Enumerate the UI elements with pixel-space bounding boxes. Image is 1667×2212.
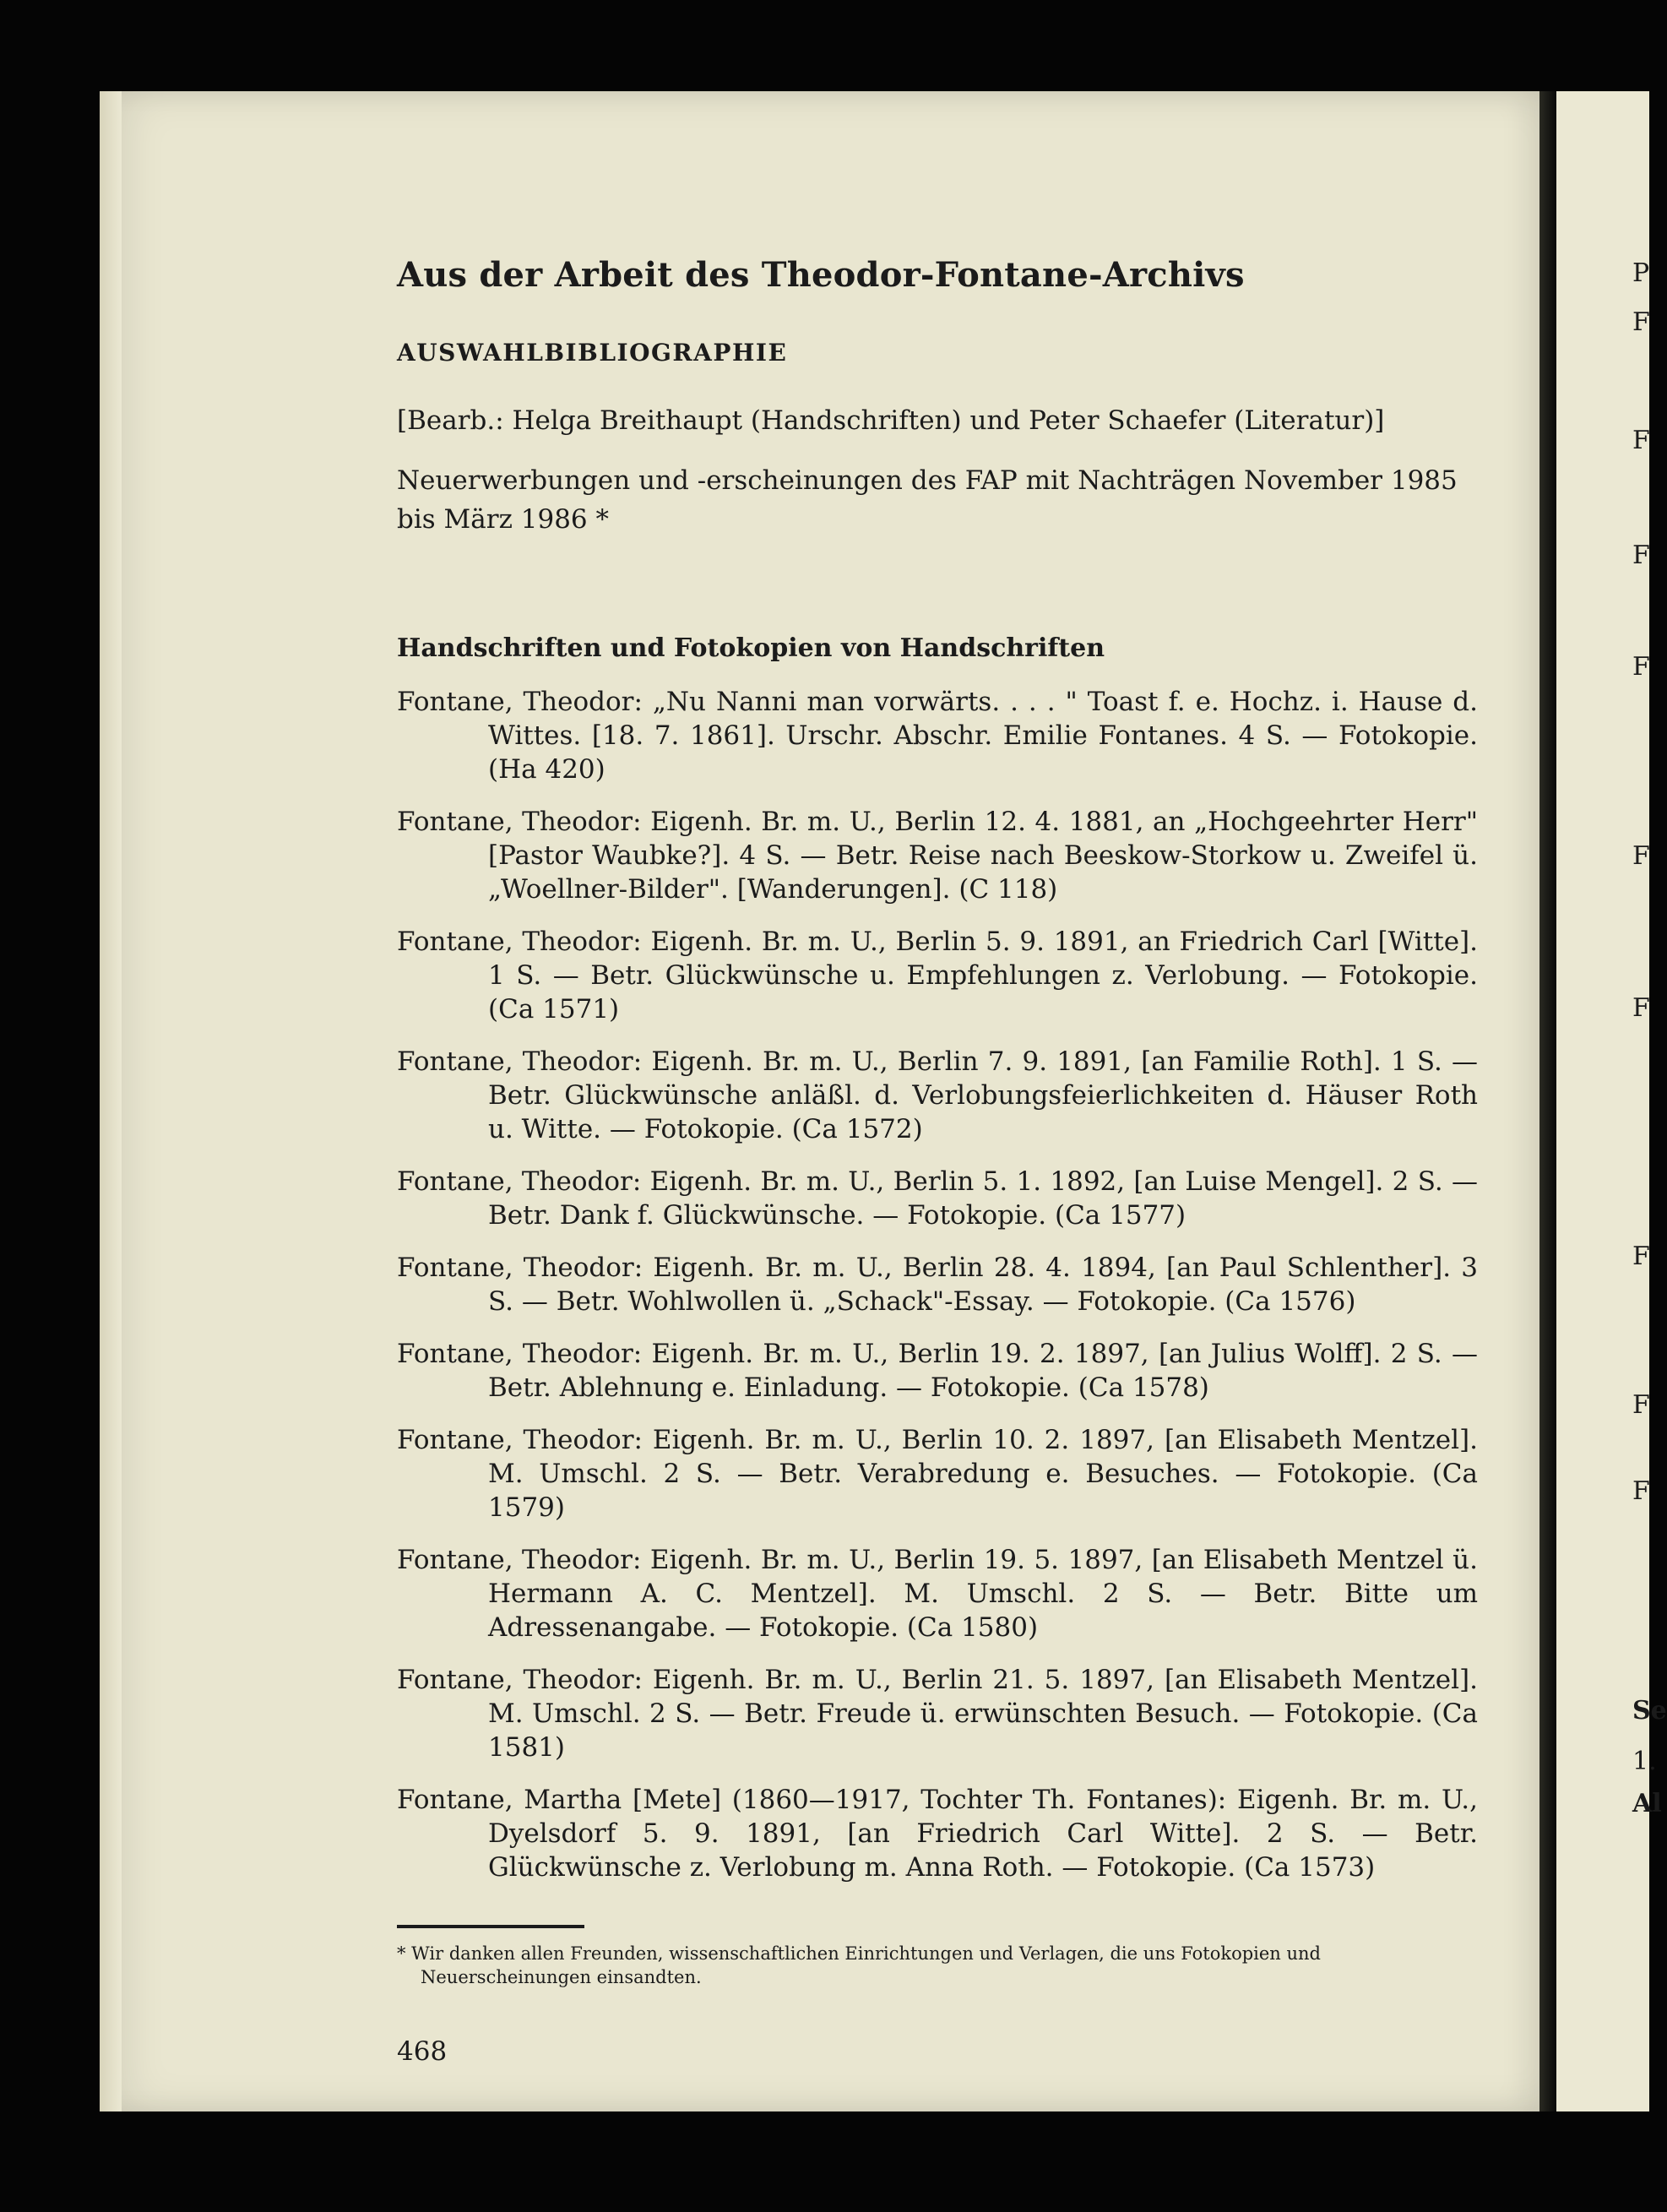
bibliography-entry: Fontane, Theodor: Eigenh. Br. m. U., Berlin 19. 2. 1897, [an Julius Wolff]. 2 S. — Betr. Ablehnung e. Einladung. — Fotokopie. (Ca 1578)	[397, 1339, 1478, 1403]
bibliography-entry: Fontane, Martha [Mete] (1860—1917, Tochter Th. Fontanes): Eigenh. Br. m. U., Dyelsdorf 5. 9. 1891, [an Friedrich Carl Witte]. 2 S. — Betr. Glückwünsche z. Verlobung m. Anna Roth. — Fotokopie. (Ca 1573)	[397, 1785, 1478, 1883]
adjacent-letter: Se	[1632, 1696, 1667, 1726]
bibliography-entry: Fontane, Theodor: Eigenh. Br. m. U., Berlin 28. 4. 1894, [an Paul Schlenther]. 3 S. — Betr. Wohlwollen ü. „Schack"-Essay. — Fotokopie. (Ca 1576)	[397, 1253, 1478, 1317]
page-edge	[100, 91, 122, 2111]
adjacent-letter: F	[1632, 652, 1650, 682]
adjacent-letter: F	[1632, 841, 1650, 871]
bibliography-entry: Fontane, Theodor: Eigenh. Br. m. U., Berlin 7. 9. 1891, [an Familie Roth]. 1 S. — Betr. Glückwünsche anläßl. d. Verlobungsfeierlichkeiten d. Häuser Roth u. Witte. — Fotokopie. (Ca 1572)	[397, 1046, 1478, 1144]
adjacent-letter: P	[1632, 258, 1650, 288]
adjacent-letter: Al	[1632, 1789, 1662, 1818]
bibliography-entry: Fontane, Theodor: Eigenh. Br. m. U., Berlin 5. 1. 1892, [an Luise Mengel]. 2 S. — Betr. Dank f. Glückwünsche. — Fotokopie. (Ca 1577)	[397, 1166, 1478, 1231]
adjacent-letter: F	[1632, 1242, 1650, 1271]
article-title: Aus der Arbeit des Theodor-Fontane-Archivs	[397, 255, 1245, 295]
footnote-rule	[397, 1925, 584, 1928]
bibliography-entry: Fontane, Theodor: Eigenh. Br. m. U., Berlin 12. 4. 1881, an „Hochgeehrter Herr" [Pastor Waubke?]. 4 S. — Betr. Reise nach Beeskow-Storkow u. Zweifel ü. „Woellner-Bilder". [Wanderungen]. (C 118)	[397, 807, 1478, 905]
section-heading: Handschriften und Fotokopien von Handschriften	[397, 633, 1105, 663]
adjacent-letter: F	[1632, 426, 1650, 455]
adjacent-letter: F	[1632, 1390, 1650, 1420]
bibliography-entry: Fontane, Theodor: Eigenh. Br. m. U., Berlin 10. 2. 1897, [an Elisabeth Mentzel]. M. Umschl. 2 S. — Betr. Verabredung e. Besuches. — Fotokopie. (Ca 1579)	[397, 1425, 1478, 1523]
adjacent-letter: F	[1632, 541, 1650, 570]
adjacent-page-fragment	[1556, 91, 1667, 2111]
adjacent-letter: F	[1632, 1476, 1650, 1506]
intro-paragraph: Neuerwerbungen und -erscheinungen des FAP mit Nachträgen November 1985 bis März 1986 *	[397, 465, 1458, 535]
footnote: * Wir danken allen Freunden, wissenschaftlichen Einrichtungen und Verlagen, die uns Fotokopien und Neuerscheinungen einsandten.	[397, 1943, 1321, 1987]
adjacent-letter: 1.	[1632, 1747, 1657, 1776]
page-number: 468	[397, 2036, 448, 2067]
bibliography-entry: Fontane, Theodor: Eigenh. Br. m. U., Berlin 19. 5. 1897, [an Elisabeth Mentzel ü. Hermann A. C. Mentzel]. M. Umschl. 2 S. — Betr. Bitte um Adressenangabe. — Fotokopie. (Ca 1580)	[397, 1545, 1478, 1643]
adjacent-letter: F	[1632, 993, 1650, 1023]
book-gutter	[1539, 91, 1556, 2111]
page-content	[397, 255, 1478, 2067]
bibliography-entry: Fontane, Theodor: Eigenh. Br. m. U., Berlin 5. 9. 1891, an Friedrich Carl [Witte]. 1 S. — Betr. Glückwünsche u. Empfehlungen z. Verlobung. — Fotokopie. (Ca 1571)	[397, 927, 1478, 1024]
bibliography-entry: Fontane, Theodor: „Nu Nanni man vorwärts. . . . " Toast f. e. Hochz. i. Hause d. Wittes. [18. 7. 1861]. Urschr. Abschr. Emilie Fontanes. 4 S. — Fotokopie. (Ha 420)	[397, 687, 1478, 785]
bibliography-entry: Fontane, Theodor: Eigenh. Br. m. U., Berlin 21. 5. 1897, [an Elisabeth Mentzel]. M. Umschl. 2 S. — Betr. Freude ü. erwünschten Besuch. — Fotokopie. (Ca 1581)	[397, 1665, 1478, 1763]
article-subtitle: AUSWAHLBIBLIOGRAPHIE	[397, 339, 788, 367]
editors-note: [Bearb.: Helga Breithaupt (Handschriften) und Peter Schaefer (Literatur)]	[397, 405, 1385, 436]
adjacent-letter: F	[1632, 307, 1650, 337]
